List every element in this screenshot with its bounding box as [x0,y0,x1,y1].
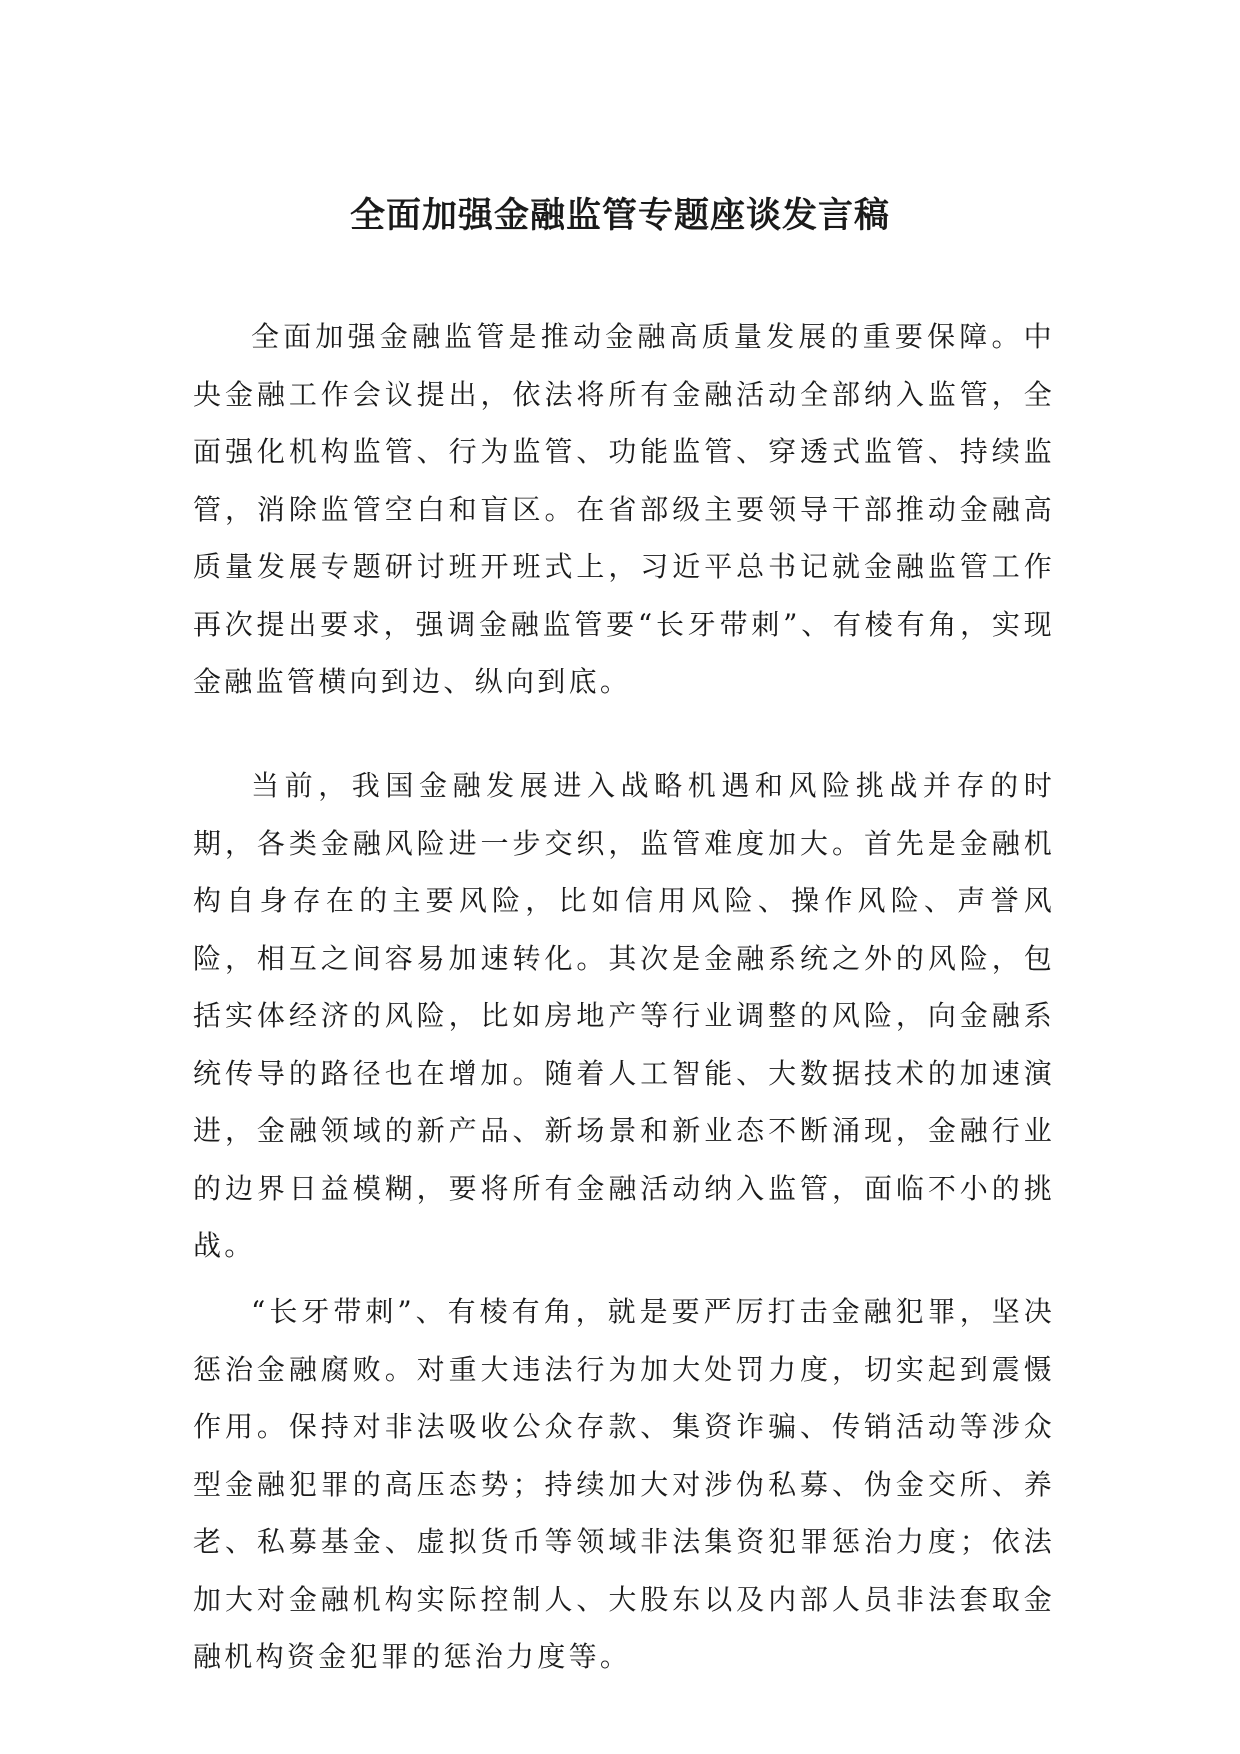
document-title: 全面加强金融监管专题座谈发言稿 [349,196,890,236]
paragraph-1: 全面加强金融监管是推动金融高质量发展的重要保障。中央金融工作会议提出，依法将所有金融活动全部纳入监管，全面强化机构监管、行为监管、功能监管、穿透式监管、持续监管，消除监管空白和盲区。在省部级主要领导干部推动金融高质量发展专题研讨班开班式上，习近平总书记就金融监管工作再次提出要求，强调金融监管要“长牙带刺”、有棱有角，实现金融监管横向到边、纵向到底。 [193,320,1055,698]
paragraph-3: “长牙带刺”、有棱有角，就是要严厉打击金融犯罪，坚决惩治金融腐败。对重大违法行为加大处罚力度，切实起到震慑作用。保持对非法吸收公众存款、集资诈骗、传销活动等涉众型金融犯罪的高压态势；持续加大对涉伪私募、伪金交所、养老、私募基金、虚拟货币等领域非法集资犯罪惩治力度；依法加大对金融机构实际控制人、大股东以及内部人员非法套取金融机构资金犯罪的惩治力度等。 [193,1295,1055,1673]
paragraph-2: 当前，我国金融发展进入战略机遇和风险挑战并存的时期，各类金融风险进一步交织，监管难度加大。首先是金融机构自身存在的主要风险，比如信用风险、操作风险、声誉风险，相互之间容易加速转化。其次是金融系统之外的风险，包括实体经济的风险，比如房地产等行业调整的风险，向金融系统传导的路径也在增加。随着人工智能、大数据技术的加速演进，金融领域的新产品、新场景和新业态不断涌现，金融行业的边界日益模糊，要将所有金融活动纳入监管，面临不小的挑战。 [193,769,1055,1262]
